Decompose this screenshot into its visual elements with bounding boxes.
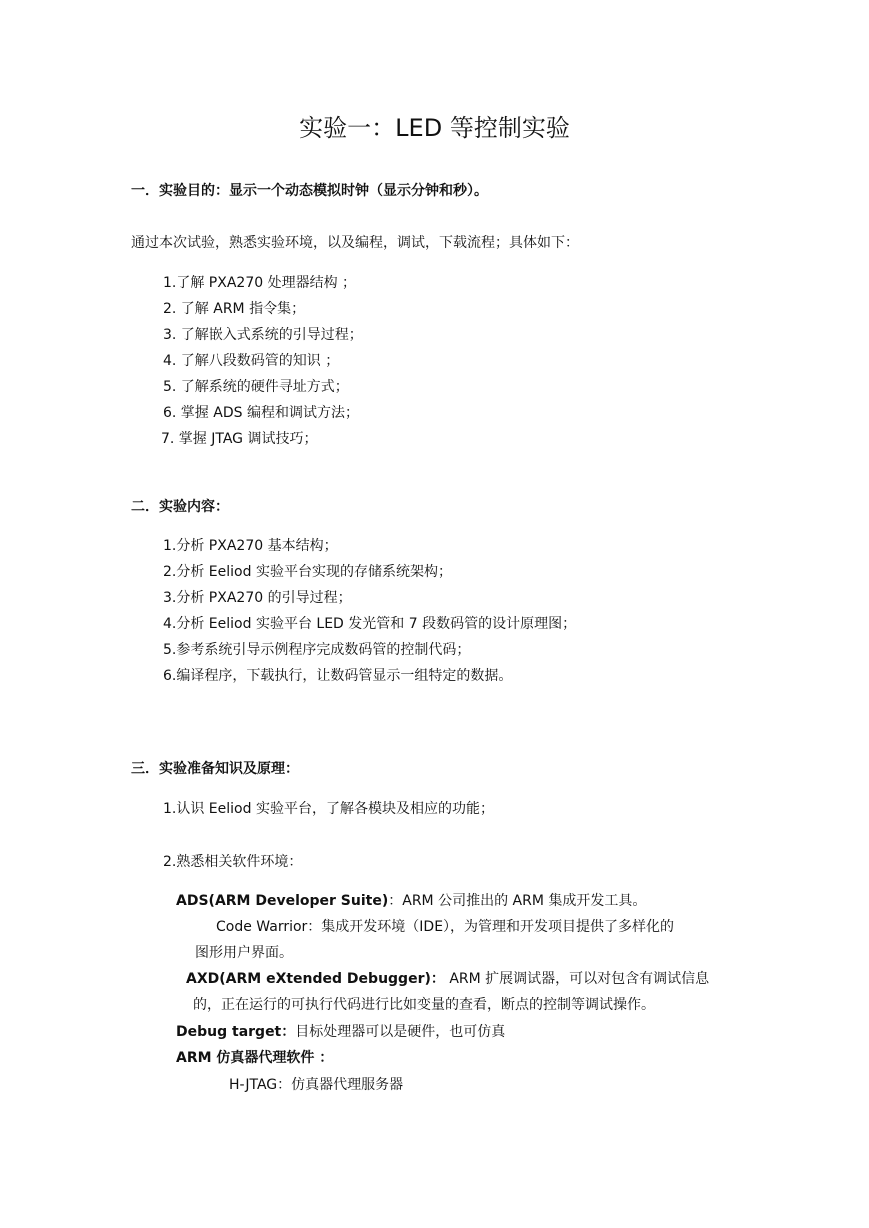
section-2-item: 4.分析 Eeliod 实验平台 LED 发光管和 7 段数码管的设计原理图； bbox=[163, 616, 577, 632]
axd-line-2: 的，正在运行的可执行代码进行比如变量的查看，断点的控制等调试操作。 bbox=[193, 997, 655, 1013]
section-1-item: 7. 掌握 JTAG 调试技巧； bbox=[161, 431, 318, 447]
section-1-item: 6. 掌握 ADS 编程和调试方法； bbox=[163, 405, 359, 421]
section-2-item: 3.分析 PXA270 的引导过程； bbox=[163, 590, 352, 606]
ads-line bbox=[176, 891, 646, 911]
section-3-paragraph-1: 1.认识 Eeliod 实验平台，了解各模块及相应的功能； bbox=[163, 801, 494, 817]
ads-text: ：ARM 公司推出的 ARM 集成开发工具。 bbox=[388, 893, 647, 909]
axd-text: ARM 扩展调试器，可以对包含有调试信息 bbox=[444, 971, 710, 987]
section-2-item: 6.编译程序，下载执行，让数码管显示一组特定的数据。 bbox=[163, 668, 513, 684]
code-warrior-line-1: Code Warrior：集成开发环境（IDE），为管理和开发项目提供了多样化的 bbox=[216, 919, 675, 935]
debug-target-label: Debug target： bbox=[176, 1024, 296, 1040]
section-1-intro: 通过本次试验，熟悉实验环境，以及编程，调试，下载流程；具体如下： bbox=[131, 235, 579, 251]
section-2-item: 5.参考系统引导示例程序完成数码管的控制代码； bbox=[163, 642, 471, 658]
section-1-item: 5. 了解系统的硬件寻址方式； bbox=[163, 379, 349, 395]
section-1-item: 4. 了解八段数码管的知识 ； bbox=[163, 353, 340, 369]
section-2-item: 2.分析 Eeliod 实验平台实现的存储系统架构； bbox=[163, 564, 452, 580]
ads-label: ADS(ARM Developer Suite) bbox=[176, 893, 389, 909]
section-1-item: 1.了解 PXA270 处理器结构 ； bbox=[163, 275, 357, 291]
section-2-item: 1.分析 PXA270 基本结构； bbox=[163, 538, 338, 554]
section-1-item: 3. 了解嵌入式系统的引导过程； bbox=[163, 327, 363, 343]
section-1-item: 2. 了解 ARM 指令集； bbox=[163, 301, 306, 317]
hjtag-line: H-JTAG：仿真器代理服务器 bbox=[229, 1077, 404, 1093]
debug-target-text: 目标处理器可以是硬件，也可仿真 bbox=[295, 1024, 506, 1040]
axd-label: AXD(ARM eXtended Debugger)： bbox=[186, 971, 445, 987]
arm-emulator-label: ARM 仿真器代理软件 ： bbox=[176, 1050, 334, 1066]
section-2-heading: 二．实验内容： bbox=[131, 499, 229, 515]
section-1-heading: 一．实验目的：显示一个动态模拟时钟（显示分钟和秒）。 bbox=[131, 183, 488, 199]
page-title: 实验一：LED 等控制实验 bbox=[299, 114, 570, 142]
section-3-paragraph-2: 2.熟悉相关软件环境： bbox=[163, 854, 303, 870]
axd-line bbox=[186, 969, 709, 989]
debug-target-line bbox=[176, 1022, 505, 1042]
section-3-heading: 三．实验准备知识及原理： bbox=[131, 761, 299, 777]
code-warrior-line-2: 图形用户界面。 bbox=[195, 945, 293, 961]
